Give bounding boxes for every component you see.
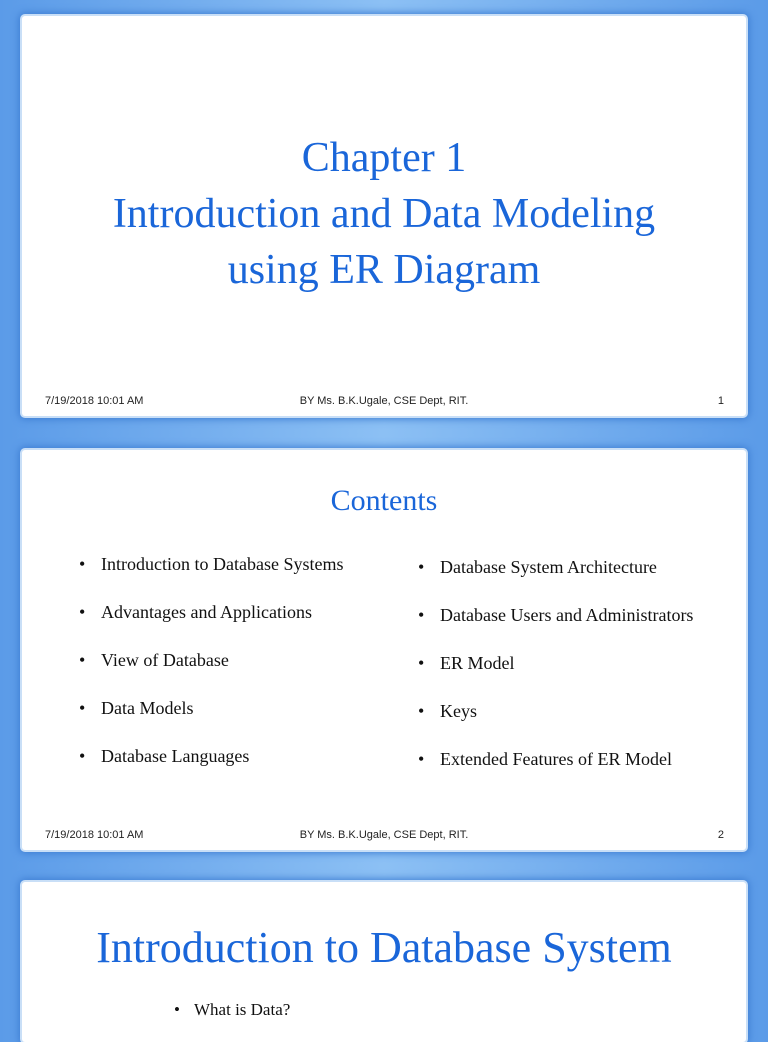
list-item: • View of Database [79, 650, 229, 670]
title-line-3: using ER Diagram [227, 247, 541, 293]
footer-page-number: 2 [717, 829, 724, 841]
list-item: • Advantages and Applications [79, 602, 312, 622]
footer-author: BY Ms. B.K.Ugale, CSE Dept, RIT. [299, 829, 469, 841]
slide-3-list [172, 1000, 290, 1020]
slide-3-title: Introduction to Database System [96, 923, 672, 972]
list-item: • Database System Architecture [418, 557, 657, 577]
list-item: • Introduction to Database Systems [79, 554, 344, 574]
list-item: • Database Languages [79, 746, 250, 766]
slide-2-title: Contents [330, 484, 438, 517]
slide-2-footer [22, 829, 746, 845]
footer-date: 7/19/2018 10:01 AM [45, 829, 144, 841]
title-line-2: Introduction and Data Modeling [112, 191, 656, 237]
title-line-1: Chapter 1 [301, 135, 467, 181]
footer-author: BY Ms. B.K.Ugale, CSE Dept, RIT. [299, 395, 469, 407]
contents-right-list [415, 557, 693, 797]
list-item: • Data Models [79, 698, 194, 718]
slide-3 [22, 882, 746, 1042]
slide-1-footer [22, 395, 746, 411]
list-item: • What is Data? [174, 1000, 291, 1019]
footer-page-number: 1 [717, 395, 724, 407]
list-item: • Extended Features of ER Model [418, 749, 672, 769]
footer-date: 7/19/2018 10:01 AM [45, 395, 144, 407]
list-item: • Database Users and Administrators [418, 605, 694, 625]
slide-1 [22, 16, 746, 416]
list-item: • Keys [418, 701, 477, 721]
slide-2 [22, 450, 746, 850]
list-item: • ER Model [418, 653, 515, 673]
slide-1-title [22, 130, 746, 298]
contents-left-list [76, 554, 343, 794]
